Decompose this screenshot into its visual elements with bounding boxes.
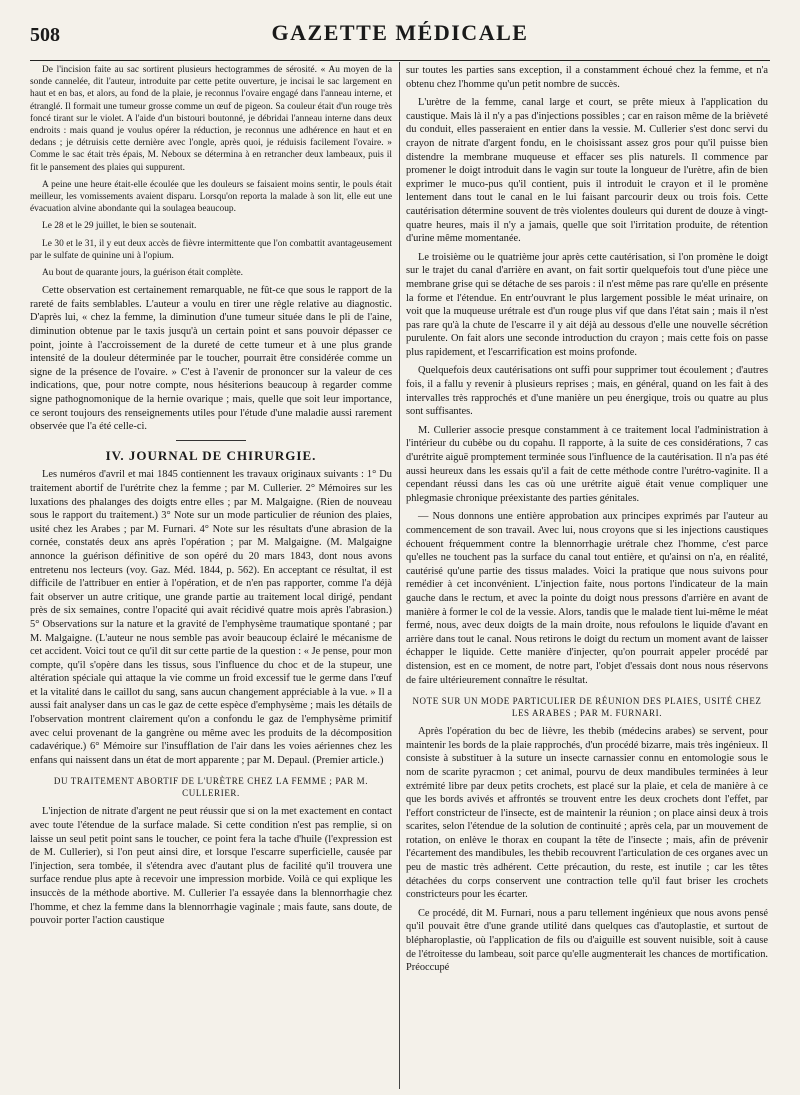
furnari-paragraph: Après l'opération du bec de lièvre, les thebib (médecins arabes) se servent, pour maintenir les bords de la plaie rapprochés, d'un procédé bizarre, mais très ingénieux. Il consiste à substituer à la suture un insecte carnassier connu en entomologie sous le nom de scarite pyracmon ; cet animal, pourvu de deux mandibules terminées à leur extrémité libre par deux petits crochets, est placé sur la plaie, et cela de manière à ce que les bords avivés et affrontés se trouvent entre les deux crochets dont l'effet, par l'effort constricteur de l'insecte, est de maintenir la réunion ; on place ainsi deux à trois scarites, selon l'étendue de la solution de continuité ; après cela, par un mouvement de rotation, on enlève le thorax en coupant la tête de l'insecte ; mais, afin de prévenir l'écartement des mandibules, les thebib recouvrent l'articulation de ces organes avec un peu de mastic très adhérent. Cette précaution, du reste, est inutile ; car les têtes détachées du corps conservent une contraction telle qu'il faut briser les crochets constricteurs pour les écarter. [406,726,768,901]
article-paragraph: L'urètre de la femme, canal large et court, se prête mieux à l'application du caustique. Mais là il n'y a pas d'injections possibles ; car en raison même de la brièveté du conduit, elles passeraient en entier dans la vessie. M. Cullerier s'est donc servi du crayon de nitrate d'argent fondu, en le choisissant assez gros pour qu'il puisse bien distendre la membrane muqueuse et effacer ses plis naturels. Il commence par promener le doigt introduit dans le vagin sur toute la longueur de l'urètre, afin de bien exprimer le muco-pus qu'il contient, puis il introduit le crayon et il le promène lentement dans tout le canal en le lui faisant parcourir deux ou trois fois. Cette cautérisation détermine souvent de très violentes douleurs qui durent de douze à vingt-quatre heures, mais il n'y a jamais, quelle que soit l'irritation produite, de rétention d'urine même momentanée. [406,97,768,245]
journal-title: GAZETTE MÉDICALE [271,20,529,45]
section-rule [176,440,246,441]
subsection-title: NOTE SUR UN MODE PARTICULIER DE RÉUNION DES PLAIES, USITÉ CHEZ LES ARABES ; PAR M. FURNARI. [412,696,762,719]
article-paragraph: — Nous donnons une entière approbation aux principes exprimés par l'auteur au commencement de son travail. Avec lui, nous croyons que si les injections caustiques échouent fréquemment contre la blennorrhagie urétrale chez l'homme, c'est parce qu'elles ne touchent pas la surface du canal tout entière, et qu'ainsi on n'a, en réalité, cautérisé qu'une partie des tissus malades. Voici la pratique que nous suivons pour remédier à cet inconvénient. L'injection faite, nous portons l'indicateur de la main gauche dans le rectum, et avec la pointe du doigt nous pressons d'arrière en avant de manière à former le col de la vessie. Alors, tandis que le malade tient lui-même le méat fermé, nous, avec deux doigts de la main droite, nous refoulons le liquide d'avant en arrière dans tout le canal. Nous retirons le doigt du rectum un moment avant de laisser échapper le liquide. Cette manière d'injecter, qu'on pourrait appeler procédé par distension, est en ce moment, de notre part, l'objet d'essais dont nous nous réservons de faire ultérieurement connaître le résultat. [406,511,768,686]
case-paragraph: A peine une heure était-elle écoulée que les douleurs se faisaient moins sentir, le pouls était meilleur, les vomissements avaient disparu. Lorsqu'on reporta la malade à son lit, elle eut une évacuation alvine abondante qui la soulagea beaucoup. [30,179,392,215]
article-paragraph: Quelquefois deux cautérisations ont suffi pour supprimer tout écoulement ; d'autres fois, il a fallu y revenir à plusieurs reprises ; mais, en général, quand on les fait à des intervalles très rapprochés et d'une manière un peu énergique, trois ou quatre au plus sont suffisantes. [406,365,768,418]
case-paragraph: Le 30 et le 31, il y eut deux accès de fièvre intermittente que l'on combattit avantageusement par le sulfate de quinine uni à l'opium. [30,238,392,261]
article-paragraph: Le troisième ou le quatrième jour après cette cautérisation, si l'on promène le doigt sur le trajet du canal d'arrière en avant, on fait sortir quelquefois tout d'une pièce une membrane grise qui se détache de ses parois : il n'est même pas rare qu'elle en présente la forme et l'étendue. En entr'ouvrant le plus largement possible le méat urinaire, on voit que la muqueuse urétrale est d'un rouge plus vif que dans l'état sain ; mais il n'est pas rare qu'à la chute de l'escarre il y ait déjà au dessous d'elle une nouvelle sécrétion purulente. On fait alors une seconde introduction du crayon ; mais cette fois on passe plus rapidement, et l'escarrification est moins profonde. [406,251,768,358]
article-paragraph: M. Cullerier associe presque constamment à ce traitement local l'administration à l'intérieur du cubèbe ou du copahu. Il rapporte, à la suite de ces considérations, 7 cas d'urétrite aiguë promptement terminée sous l'influence de la cautérisation. Il n'a pas été aussi heureux dans les essais qu'il a fait de cette méthode contre l'urétro-vaginite. Il a cependant réussi dans les cas où une urétrite aiguë était venue compliquer une phlegmasie chronique préexistante des parties génitales. [406,424,768,504]
page-header [30,18,770,61]
article-paragraph: L'injection de nitrate d'argent ne peut réussir que si on la met exactement en contact avec toute l'étendue de la surface malade. Si cette condition n'est pas remplie, si on laisse un seul petit point sans le toucher, ce point fera la tache d'huile (l'expression est de M. Cullerier), si l'on peut ainsi dire, et lorsque l'escarre superficielle, causée par l'injection, sera tombée, il s'étendra avec d'autant plus de facilité qu'il trouvera une surface rendue plus apte à recevoir une impression morbide. Voilà ce qui explique les insuccès de la méthode abortive. M. Cullerier l'a essayée dans la blennorrhagie chez l'homme, et chez la femme dans la blennorrhagie vaginale ; mais faute, sans doute, de pouvoir porter l'action caustique [30,806,392,927]
case-paragraph: Le 28 et le 29 juillet, le bien se soutenait. [42,221,197,232]
case-paragraph: De l'incision faite au sac sortirent plusieurs hectogrammes de sérosité. « Au moyen de la sonde cannelée, dit l'auteur, introduite par cette petite ouverture, je incisai le sac largement en haut et en bas, et alors, au fond de la plaie, je reconnus l'ovaire engagé dans l'anneau interne, et étranglé. Il formait une tumeur grosse comme un œuf de pigeon. Sa couleur était d'un rouge très foncé tirant sur le violet. A l'aide d'un bistouri boutonné, je débridai l'anneau interne dans deux endroits : mais quand je voulus opérer la réduction, je reconnus une adhérence en haut et en dedans ; je détruisis cette dernière avec l'ongle, après quoi, je réduisis facilement l'ovaire. » Comme le sac était très épais, M. Neboux se détermina à en retrancher deux lambeaux, puis il fit le pansement des plaies qui suppurent. [30,65,392,173]
article-paragraph: sur toutes les parties sans exception, il a constamment échoué chez la femme, et n'a obtenu chez l'homme qu'un petit nombre de succès. [406,65,768,90]
column-divider [399,62,400,1089]
left-column [30,64,392,1091]
page-number: 508 [30,24,60,46]
furnari-paragraph: Ce procédé, dit M. Furnari, nous a paru tellement ingénieux que nous avons pensé qu'il pouvait être d'une grande utilité dans quelques cas d'autoplastie, et surtout de blépharoplastie, où l'application de fils ou d'aiguille est souvent nuisible, soit à cause de l'étroitesse du lambeau, soit parce qu'elle augmenterait les chances de mortification. Préoccupé [406,907,768,974]
section-title: IV. JOURNAL DE CHIRURGIE. [105,447,317,463]
case-paragraph: Au bout de quarante jours, la guérison était complète. [42,268,243,279]
commentary-paragraph: Cette observation est certainement remarquable, ne fût-ce que sous le rapport de la rareté de faits semblables. L'auteur a voulu en tirer une règle relative au diagnostic. D'après lui, « chez la femme, la diminution d'une tumeur située dans le pli de l'aine, diminution obtenue par le taxis jusqu'à un certain point et sans pouvoir dépasser ce point, jointe à l'accroissement de la dureté de cette tumeur et à une plus grande intensité de la douleur déterminée par le toucher, pourrait être considérée comme un signe de la présence de l'ovaire. » C'est à l'avenir de prononcer sur la valeur de ces indications, que, pour notre compte, nous hésiterions beaucoup à regarder comme signe pathognomonique de la hernie ovarique ; mais, quelle que soit leur importance, ce seront toujours des renseignements utiles pour l'étude d'une maladie aussi rarement observée que l'a été celle-ci. [30,285,392,433]
journal-summary-paragraph: Les numéros d'avril et mai 1845 contiennent les travaux originaux suivants : 1° Du traitement abortif de l'urétrite chez la femme ; par M. Cullerier. 2° Mémoires sur les luxations des phalanges des doigts entre elles ; par M. Malgaigne. (Rien de nouveau sous le rapport du traitement.) 3° Note sur un mode particulier de réunion des plaies, usité chez les Arabes ; par M. Furnari. 4° Note sur les résultats d'une abrasion de la cornée, constatés deux ans après l'opération ; par M. Malgaigne. (M. Malgaigne annonce la guérison définitive de son opéré du 20 mars 1843, dont nous avons entretenu nos lecteurs (voy. Gaz. Méd. 1844, p. 562). En acceptant ce résultat, il est difficile de l'attribuer en entier à l'opération, et de n'en pas rapporter, comme l'a déjà fait observer un autre critique, une grande partie au traitement local dirigé, pendant près de six semaines, contre l'opacité qui avait récidivé quatre mois après l'abrasion.) 5° Observations sur la nature et la gravité de l'emphysème traumatique spontané ; par M. Malgaigne. (L'auteur ne nous semble pas avoir beaucoup éclairé le mécanisme de cet accident. Voici tout ce qu'il dit sur cette partie de la question : « Je pense, pour mon compte, qu'il s'opère dans les tissus, sous l'influence du choc et de la stupeur, une altération spéciale qui attaque la vie comme un froid excessif tue le germe dans l'œuf et la vitalité dans le caillot du sang, sans aucun changement appréciable à la vue. » Il a aussi fait analyser dans un cas le gaz de cette espèce d'emphysème ; mais les détails de l'observation montrent clairement qu'on a confondu le gaz de l'emphysème primitif avec celui provenant de la gangrène ou même avec les produits de la décomposition cadavérique.) 6° Mémoire sur l'insufflation de l'air dans les voies aériennes chez les enfans qui naissent dans un état de mort apparente ; par M. Depaul. (Premier article.) [30,469,392,766]
subsection-title: DU TRAITEMENT ABORTIF DE L'URÈTRE CHEZ LA FEMME ; PAR M. CULLERIER. [53,776,369,799]
right-column [406,64,768,1091]
